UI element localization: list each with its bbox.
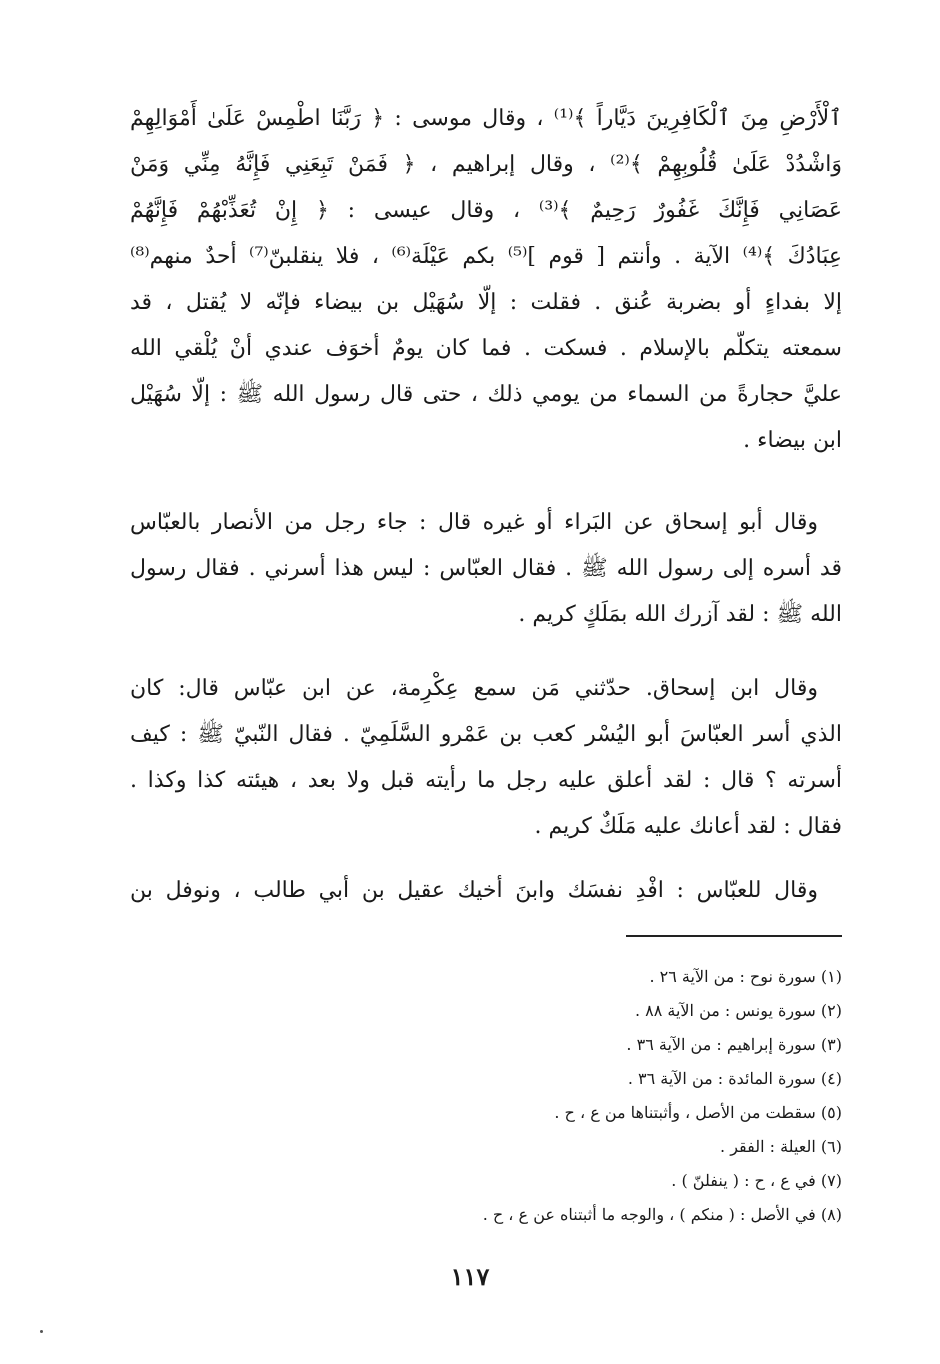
text-line: وَاشْدُدْ عَلَىٰ قُلُوبِهِمْ ﴾⁽²⁾ ، وقال إبراهيم ، ﴿ فَمَنْ تَبِعَنِي فَإِنَّهُ مِنِّي وَمَنْ: [130, 152, 842, 177]
text-line: سمعته يتكلّم بالإسلام . فسكت . فما كان يومٌ أخوَف عندي أنْ يُلْقي الله: [130, 336, 842, 361]
text-line: عليَّ حجارةً من السماء من يومي ذلك ، حتى قال رسول الله ﷺ : إلّا سُهَيْل: [130, 382, 842, 407]
footnote-separator: [626, 935, 842, 937]
paragraph-1: [130, 96, 842, 464]
page-number: ١١٧: [450, 1262, 490, 1291]
text-line: عَصَانِي فَإِنَّكَ غَفُورٌ رَحِيمٌ ﴾⁽³⁾ ، وقال عيسى : ﴿ إِنْ تُعَذِّبْهُمْ فَإِنَّهُمْ: [130, 198, 842, 223]
text-line: أسرته ؟ قال : لقد أعلق عليه رجل ما رأيته قبل ولا بعد ، هيئته كذا وكذا .: [130, 768, 842, 793]
text-line: الله ﷺ : لقد آزرك الله بمَلَكٍ كريم .: [518, 602, 842, 627]
text-line: ابن بيضاء .: [743, 428, 842, 453]
footnote: (٥) سقطت من الأصل ، وأثبتناها من ع ، ح .: [554, 1103, 842, 1122]
paragraph-4: [130, 868, 842, 914]
text-line: وقال للعبّاس : افْدِ نفسَك وابنَ أخيك عقيل بن أبي طالب ، ونوفل بن: [130, 878, 818, 903]
footnote: (٢) سورة يونس : من الآية ٨٨ .: [634, 1001, 842, 1020]
text-line: وقال أبو إسحاق عن البَراء أو غيره قال : جاء رجل من الأنصار بالعبّاس: [130, 510, 818, 535]
paragraph-2: [130, 500, 842, 638]
footnote: (٨) في الأصل : ( منكم ) ، والوجه ما أثبتناه عن ع ، ح .: [482, 1205, 842, 1224]
paragraph-3: [130, 666, 842, 850]
text-line: عِبَادُكَ ﴾⁽⁴⁾ الآية . وأنتم [ قوم ]⁽⁵⁾ بكم عَيْلَة⁽⁶⁾ ، فلا ينقلبنّ⁽⁷⁾ أحدٌ منهم⁽⁸⁾: [130, 244, 842, 269]
footnote: (٧) في ع ، ح : ( ينفلنّ ) .: [671, 1171, 842, 1190]
text-line: ٱلْأَرْضِ مِنَ ٱلْكَافِرِينَ دَيَّاراً ﴾⁽¹⁾ ، وقال موسى : ﴿ رَبَّنَا اطْمِسْ عَلَىٰ أَمْوَالِهِمْ: [130, 106, 842, 131]
footnote: (٦) العيلة : الفقر .: [720, 1137, 842, 1156]
footnotes: [282, 960, 842, 1232]
scan-speck: [40, 1330, 43, 1333]
text-line: فقال : لقد أعانك عليه مَلَكٌ كريم .: [534, 814, 842, 839]
footnote: (١) سورة نوح : من الآية ٢٦ .: [649, 967, 842, 986]
text-line: قد أسره إلى رسول الله ﷺ . فقال العبّاس : ليس هذا أسرني . فقال رسول: [130, 556, 842, 581]
footnote: (٤) سورة المائدة : من الآية ٣٦ .: [627, 1069, 842, 1088]
text-line: الذي أسر العبّاسَ أبو اليُسْر كعب بن عَمْرو السَّلَمِيّ . فقال النّبيّ ﷺ : كيف: [130, 722, 842, 747]
text-line: إلا بفداءٍ أو بضربة عُنق . فقلت : إلّا سُهَيْل بن بيضاء فإنّه لا يُقتل ، قد: [130, 290, 842, 315]
footnote: (٣) سورة إبراهيم : من الآية ٣٦ .: [626, 1035, 842, 1054]
text-line: وقال ابن إسحاق. حدّثني مَن سمع عِكْرِمة، عن ابن عبّاس قال: كان: [130, 676, 818, 701]
